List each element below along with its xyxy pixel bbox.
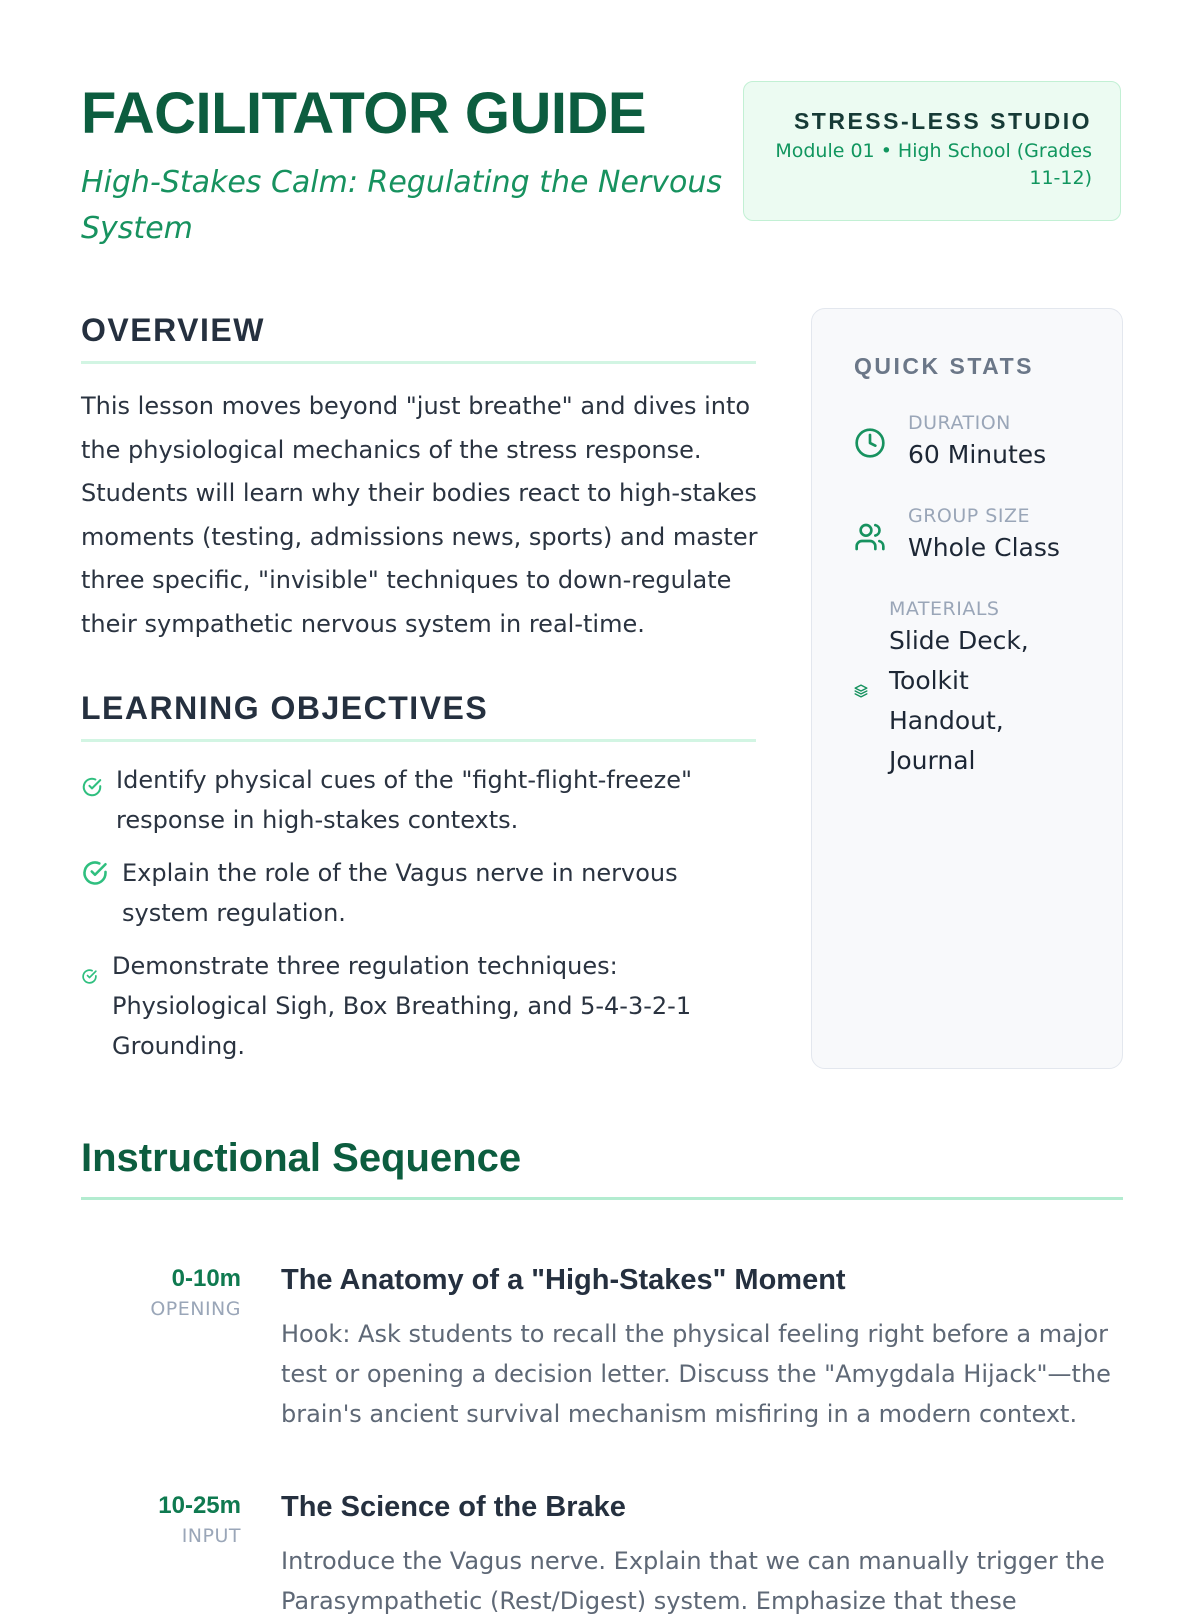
step-description: Introduce the Vagus nerve. Explain that we can manually trigger the Parasympathetic (Rest/Digest) system. Emphasize that these xyxy=(281,1547,1105,1615)
stat-label: MATERIALS xyxy=(889,598,1000,620)
stat-group-size xyxy=(908,504,1060,568)
stat-value: 60 Minutes xyxy=(908,440,1047,469)
stat-value: Slide Deck, Toolkit Handout, Journal xyxy=(889,626,1029,775)
step-phase: OPENING xyxy=(150,1298,241,1320)
step-time: 0-10m xyxy=(171,1265,241,1292)
objectives-list xyxy=(81,760,741,1079)
step-title: The Science of the Brake xyxy=(281,1491,626,1523)
sequence-heading: Instructional Sequence xyxy=(81,1136,1123,1200)
objective-text: Explain the role of the Vagus nerve in nervous system regulation. xyxy=(122,859,678,927)
step-description: Hook: Ask students to recall the physical feeling right before a major test or opening a decision letter. Discuss the "Amygdala Hijack"—the brain's ancient survival mechanism misfiring in a modern context. xyxy=(281,1320,1111,1428)
users-icon xyxy=(854,521,886,557)
objective-text: Demonstrate three regulation techniques: Physiological Sigh, Box Breathing, and 5-4-3-2-1 Grounding. xyxy=(112,952,692,1060)
overview-heading: OVERVIEW xyxy=(81,312,756,364)
quick-stats-card xyxy=(811,308,1123,1069)
list-item xyxy=(81,760,741,840)
check-circle-icon xyxy=(81,770,103,810)
objective-text: Identify physical cues of the "fight-flight-freeze" response in high-stakes contexts. xyxy=(116,766,693,834)
stat-materials xyxy=(889,597,1049,781)
step-time: 10-25m xyxy=(158,1492,241,1519)
studio-name: STRESS-LESS STUDIO xyxy=(793,108,1092,134)
step-title: The Anatomy of a "High-Stakes" Moment xyxy=(281,1264,846,1296)
stat-label: GROUP SIZE xyxy=(908,505,1030,527)
stat-duration xyxy=(908,411,1046,475)
check-circle-icon xyxy=(81,859,109,899)
quick-stats-title: QUICK STATS xyxy=(854,353,1034,379)
stat-label: DURATION xyxy=(908,412,1011,434)
clock-icon xyxy=(854,427,886,463)
document-header xyxy=(81,82,731,252)
module-meta: Module 01 • High School (Grades 11-12) xyxy=(775,140,1092,189)
page-title: FACILITATOR GUIDE xyxy=(81,81,647,146)
step-phase: INPUT xyxy=(181,1525,241,1547)
layers-icon xyxy=(854,683,868,702)
stat-value: Whole Class xyxy=(908,533,1060,562)
list-item xyxy=(81,853,741,933)
list-item xyxy=(81,946,741,1066)
objectives-heading: LEARNING OBJECTIVES xyxy=(81,690,756,742)
studio-badge xyxy=(743,81,1121,221)
page-subtitle: High-Stakes Calm: Regulating the Nervous System xyxy=(81,165,723,246)
check-circle-icon xyxy=(81,957,98,997)
overview-text: This lesson moves beyond "just breathe" and dives into the physiological mechanics of the stress response. Students will learn why their bodies react to high-stakes moments (testing, admissions news, sports) and master three specific, "invisible" techniques to down-regulate their sympathetic nervous system in real-time. xyxy=(81,392,758,638)
